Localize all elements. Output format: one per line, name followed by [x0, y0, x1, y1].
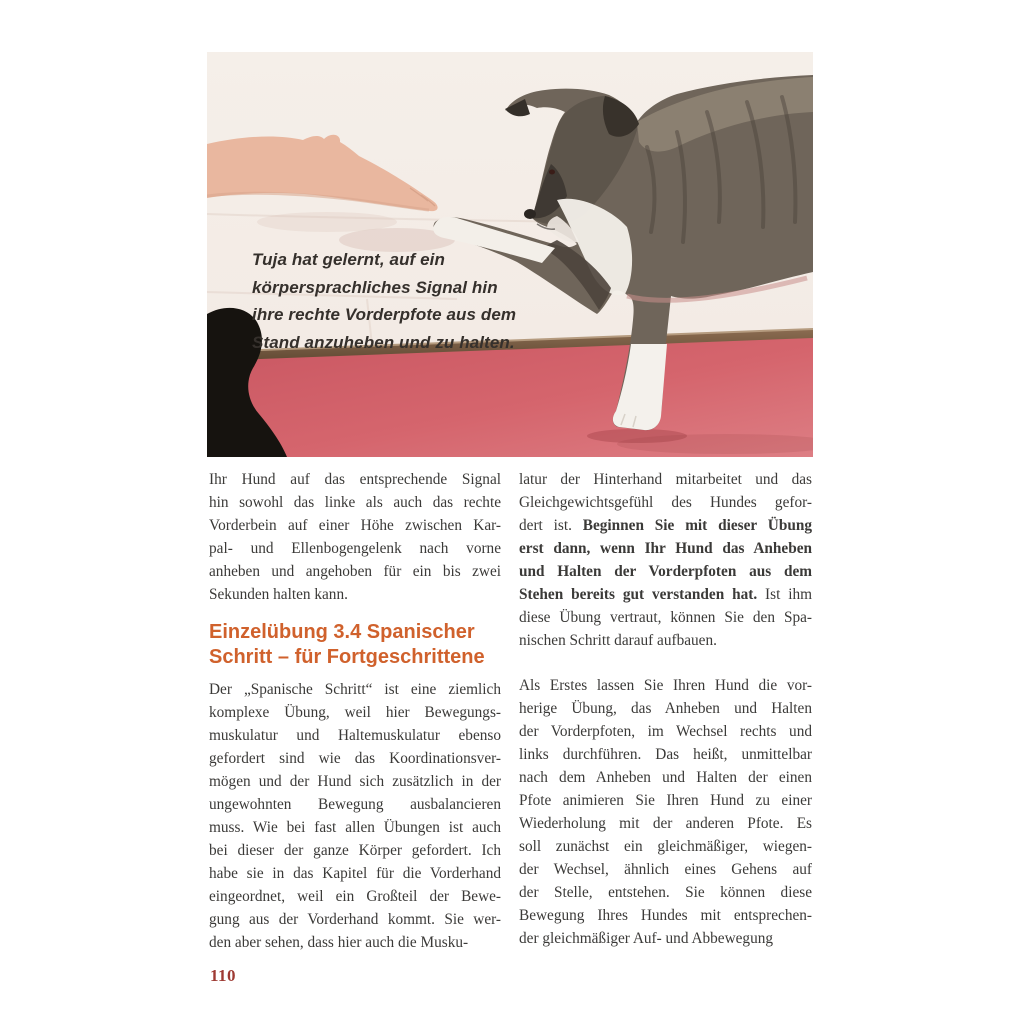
text-line: bei dieser der ganze Körper gefordert. Ich: [209, 842, 501, 859]
text-line: mögen und der Hund sich zusätzlich in der: [209, 773, 501, 790]
dog-nose: [524, 209, 536, 219]
text-line: Ihr Hund auf das entsprechende Signal: [209, 471, 501, 488]
text-line: gefordert sind wie das Koordinationsver-: [209, 750, 501, 767]
column-right: [519, 468, 812, 950]
text-line: soll zunächst ein gleichmäßiger, wiegen-: [519, 838, 812, 855]
text-line: anheben und angehoben für ein bis zwei: [209, 563, 501, 580]
text-line: Vorderbein auf einer Höhe zwischen Kar-: [209, 517, 501, 534]
paragraph: [519, 468, 812, 652]
paragraph: [209, 678, 501, 954]
paragraph: [519, 674, 812, 950]
training-photo: [207, 52, 813, 457]
text-line: muss. Wie bei fast allen Übungen ist auch: [209, 819, 501, 836]
text-line: der Stelle, entstehen. Sie können diese: [519, 884, 812, 901]
dog-eye: [549, 170, 555, 175]
text-line: ihre rechte Vorderpfote aus dem: [252, 305, 517, 324]
text-line: pal- und Ellenbogengelenk nach vorne: [209, 540, 501, 557]
photo-caption: [252, 246, 516, 356]
text-line: gung aus der Vorderhand kommt. Sie wer-: [209, 911, 501, 928]
page-number: 110: [210, 966, 237, 985]
text-line: links durchführen. Das heißt, unmittelbar: [519, 746, 812, 763]
text-line: Wiederholung mit der anderen Pfote. Es: [519, 815, 812, 832]
text-line: eingeordnet, weil ein Großteil der Bewe-: [209, 888, 501, 905]
text-line: muskulatur und Haltemuskulatur ebenso: [209, 727, 501, 744]
text-line: Tuja hat gelernt, auf ein: [252, 250, 445, 269]
paragraph: [209, 468, 501, 606]
text-line: Bewegung Ihres Hundes mit entsprechen-: [519, 907, 812, 924]
text-line: und Halten der Vorderpfoten aus dem: [519, 563, 812, 580]
text-line: Schritt – für Fortgeschrittene: [209, 646, 485, 668]
text-line: hin sowohl das linke als auch das rechte: [209, 494, 501, 511]
text-line: Sekunden halten kann.: [209, 586, 348, 603]
text-line: Stand anzuheben und zu halten.: [252, 332, 515, 352]
text-line: ungewohnten Bewegung ausbalancieren: [209, 796, 501, 813]
text-line: dert ist. Beginnen Sie mit dieser Übung: [519, 517, 812, 534]
text-line: der Wechsel, ähnlich eines Gehens auf: [519, 861, 812, 878]
section-heading: [209, 620, 501, 670]
text-line: Pfote animieren Sie Ihren Hund zu einer: [519, 792, 812, 809]
column-left: [209, 468, 501, 954]
text-line: nach dem Anheben und Halten der einen: [519, 769, 812, 786]
text-line: erst dann, wenn Ihr Hund das Anheben: [519, 540, 812, 557]
text-line: nischen Schritt darauf aufbauen.: [519, 632, 717, 649]
text-line: habe sie in das Kapitel für die Vorderhand: [209, 865, 501, 882]
text-line: Gleichgewichtsgefühl des Hundes gefor-: [519, 494, 812, 511]
text-line: Als Erstes lassen Sie Ihren Hund die vor-: [519, 677, 812, 694]
text-line: latur der Hinterhand mitarbeitet und das: [519, 471, 812, 488]
text-line: der gleichmäßiger Auf- und Abbewegung: [519, 930, 774, 947]
text-line: Einzelübung 3.4 Spanischer: [209, 621, 475, 643]
text-line: herige Übung, das Anheben und Halten: [519, 700, 812, 717]
text-line: komplexe Übung, weil hier Bewegungs-: [209, 704, 501, 721]
text-line: den aber sehen, dass hier auch die Musku-: [209, 934, 469, 951]
text-line: diese Übung vertraut, können Sie den Spa-: [519, 609, 812, 626]
text-line: körpersprachliches Signal hin: [252, 277, 498, 297]
text-line: der Vorderpfoten, im Wechsel rechts und: [519, 723, 812, 740]
text-line: Der „Spanische Schritt“ ist eine ziemlich: [209, 681, 501, 698]
text-line: Stehen bereits gut verstanden hat. Ist ihm: [519, 586, 812, 603]
